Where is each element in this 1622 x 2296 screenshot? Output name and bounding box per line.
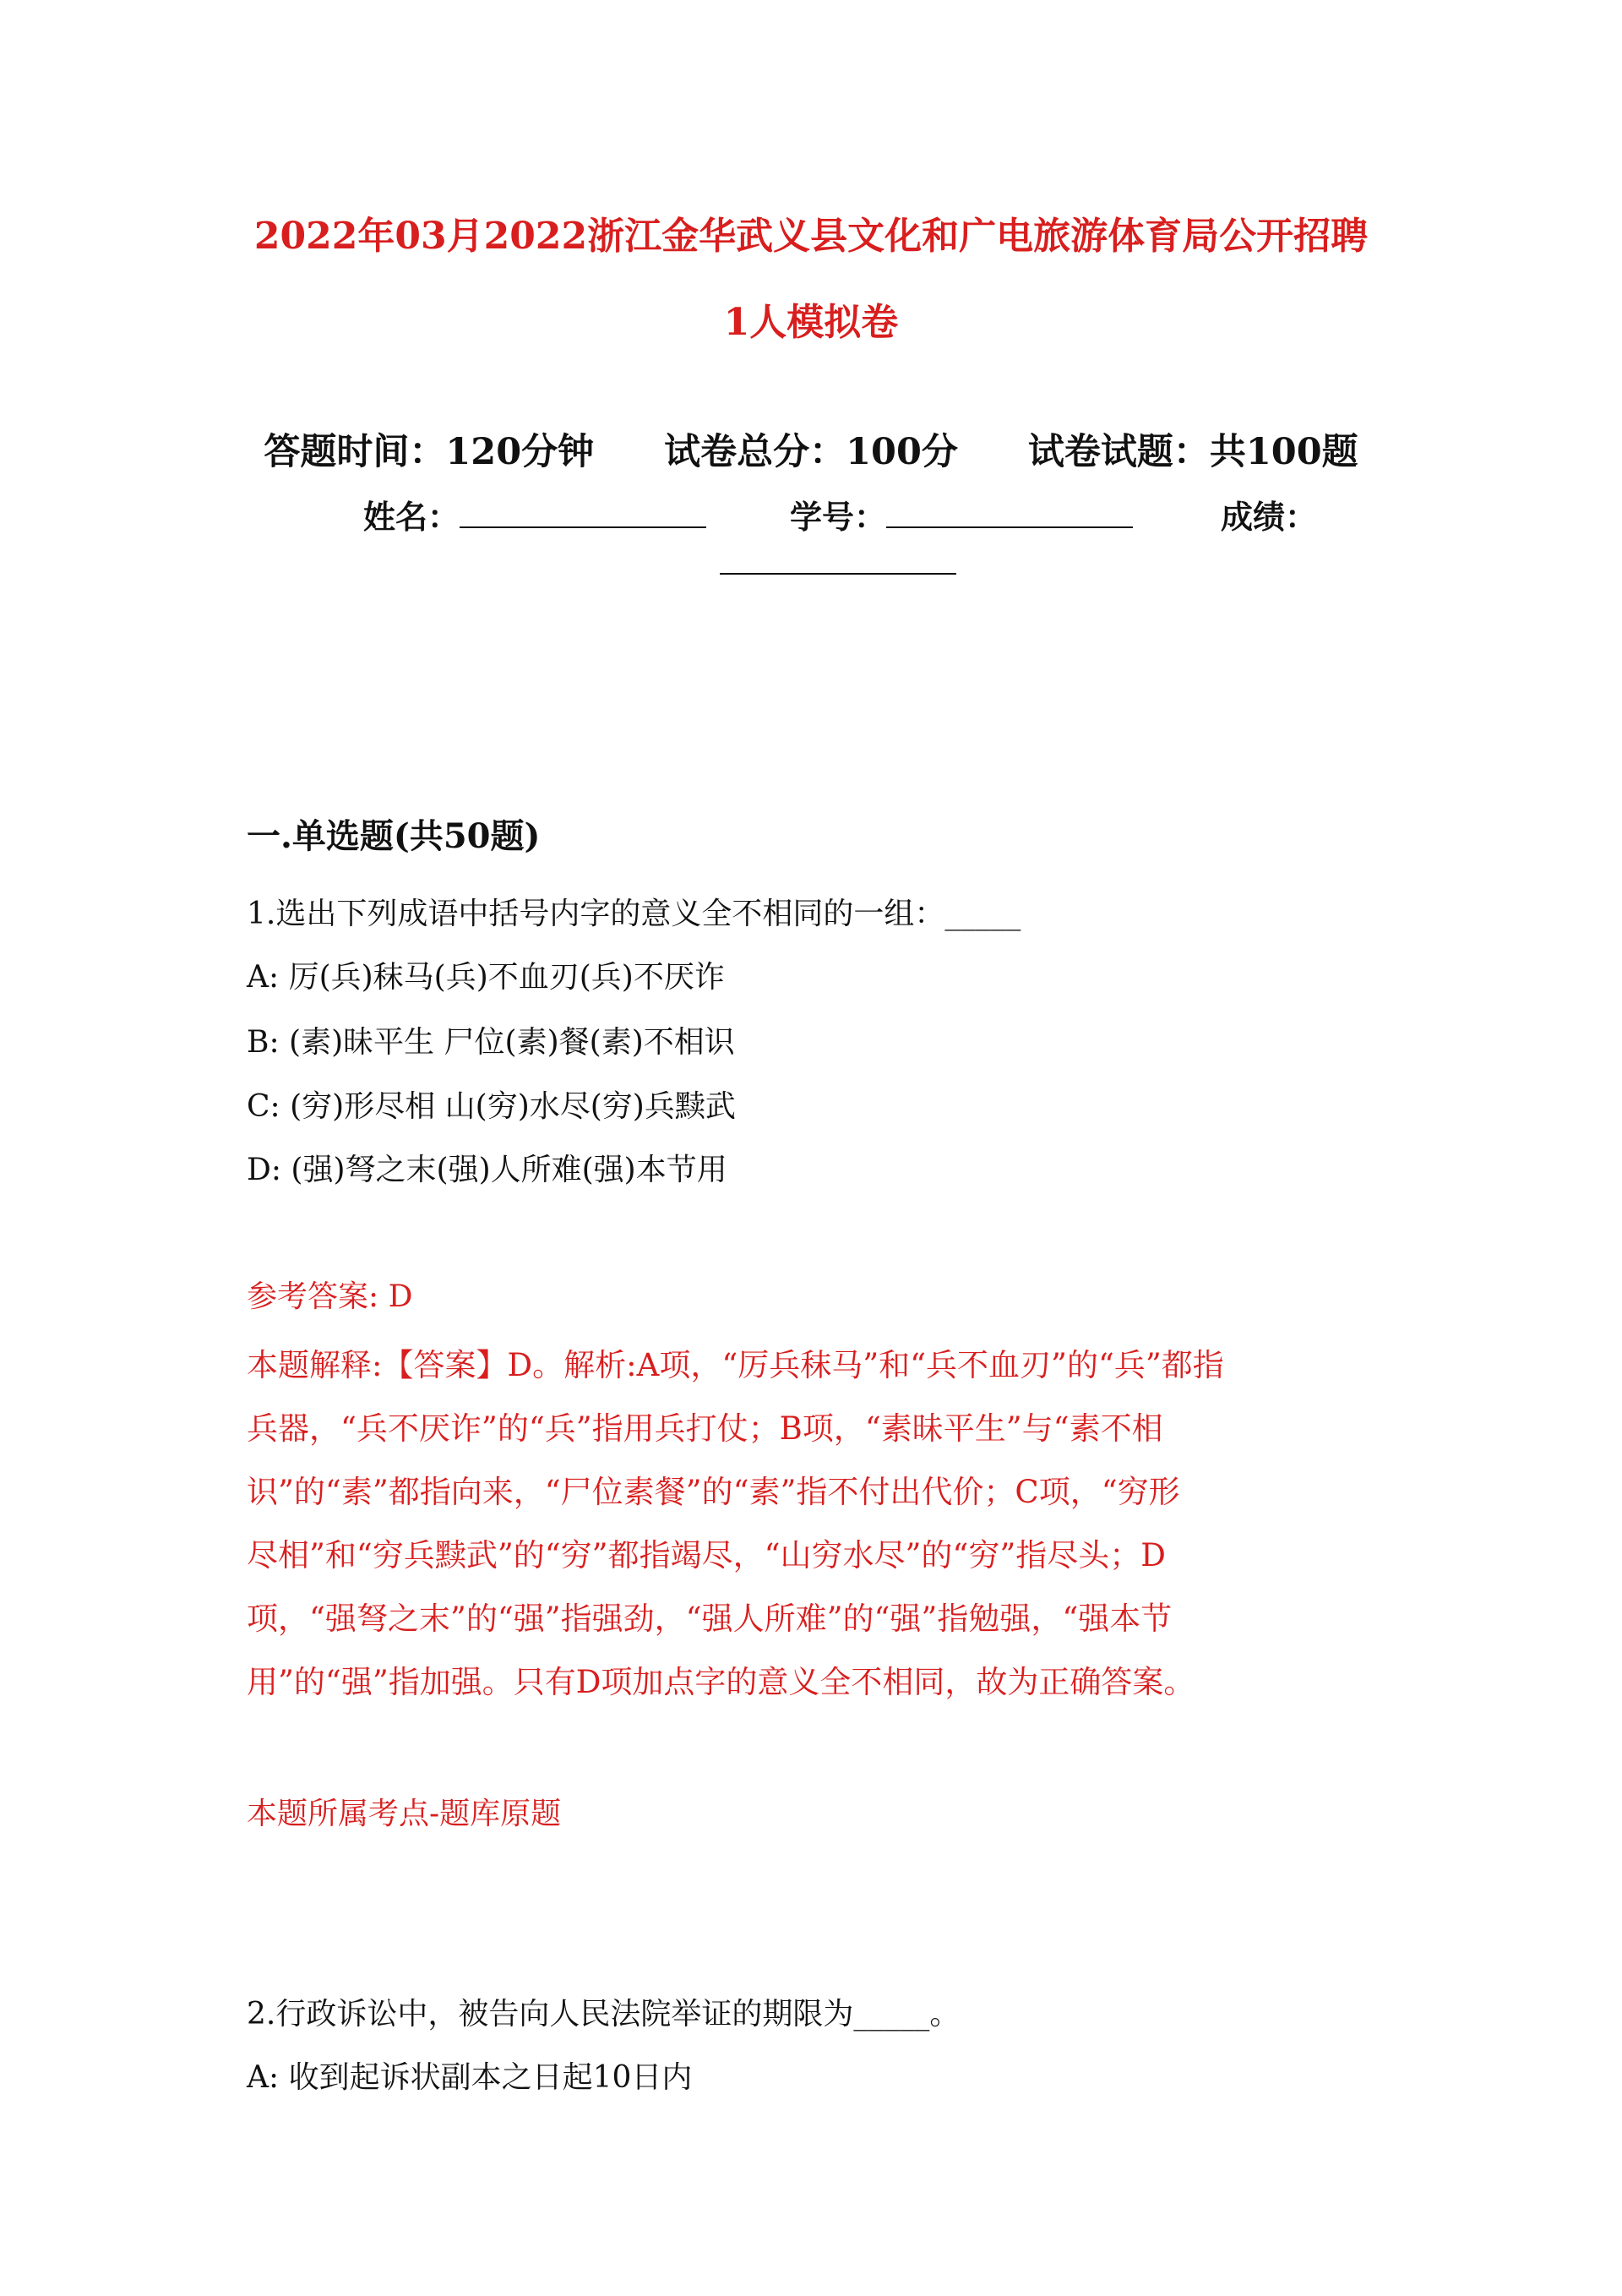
question-2-stem: 2.行政诉讼中，被告向人民法院举证的期限为_____。 [247, 1997, 961, 2031]
explanation-line: 本题解释:【答案】D。解析:A项，“厉兵秣马”和“兵不血刃”的“兵”都指 [247, 1347, 1224, 1383]
question-1-answer: 参考答案: D [247, 1279, 413, 1314]
explanation-line: 识”的“素”都指向来，“尸位素餐”的“素”指不付出代价；C项，“穷形 [247, 1474, 1180, 1510]
question-1-option-a: A: 厉(兵)秣马(兵)不血刃(兵)不厌诈 [247, 960, 725, 995]
explanation-line: 项，“强弩之末”的“强”指强劲，“强人所难”的“强”指勉强，“强本节 [247, 1601, 1173, 1637]
question-1-category: 本题所属考点-题库原题 [247, 1797, 562, 1831]
section-title: 一.单选题(共50题) [247, 816, 541, 856]
question-1-stem: 1.选出下列成语中括号内字的意义全不相同的一组：_____ [247, 897, 1021, 931]
question-1-option-b: B: (素)昧平生 尸位(素)餐(素)不相识 [247, 1025, 735, 1060]
question-1-option-c: C: (穷)形尽相 山(穷)水尽(穷)兵黩武 [247, 1089, 736, 1124]
explanation-line: 兵器，“兵不厌诈”的“兵”指用兵打仗；B项，“素昧平生”与“素不相 [247, 1410, 1163, 1447]
exam-time: 答题时间：120分钟 [264, 431, 595, 473]
exam-total-score: 试卷总分：100分 [664, 431, 958, 473]
name-label: 姓名： [363, 498, 460, 536]
id-blank[interactable] [886, 494, 1133, 528]
score-blank[interactable] [720, 571, 956, 575]
explanation-line: 用”的“强”指加强。只有D项加点字的意义全不相同，故为正确答案。 [247, 1664, 1195, 1700]
exam-title-line-2: 1人模拟卷 [723, 301, 899, 344]
exam-meta [0, 427, 1622, 477]
explanation-line: 尽相”和“穷兵黩武”的“穷”都指竭尽，“山穷水尽”的“穷”指尽头；D [247, 1537, 1166, 1573]
student-info-fields [0, 494, 1622, 545]
name-field [363, 494, 706, 540]
question-1-explanation [247, 1333, 1379, 1714]
question-1-option-d: D: (强)弩之末(强)人所难(强)本节用 [247, 1153, 727, 1187]
question-2-option-a: A: 收到起诉状副本之日起10日内 [247, 2060, 693, 2095]
score-label: 成绩： [1221, 498, 1318, 536]
id-field [790, 494, 1133, 540]
name-blank[interactable] [460, 494, 706, 528]
id-label: 学号： [790, 498, 887, 536]
exam-title-line-1: 2022年03月2022浙江金华武义县文化和广电旅游体育局公开招聘 [253, 215, 1369, 258]
exam-total-questions: 试卷试题：共100题 [1027, 431, 1358, 473]
score-field [1221, 494, 1317, 540]
